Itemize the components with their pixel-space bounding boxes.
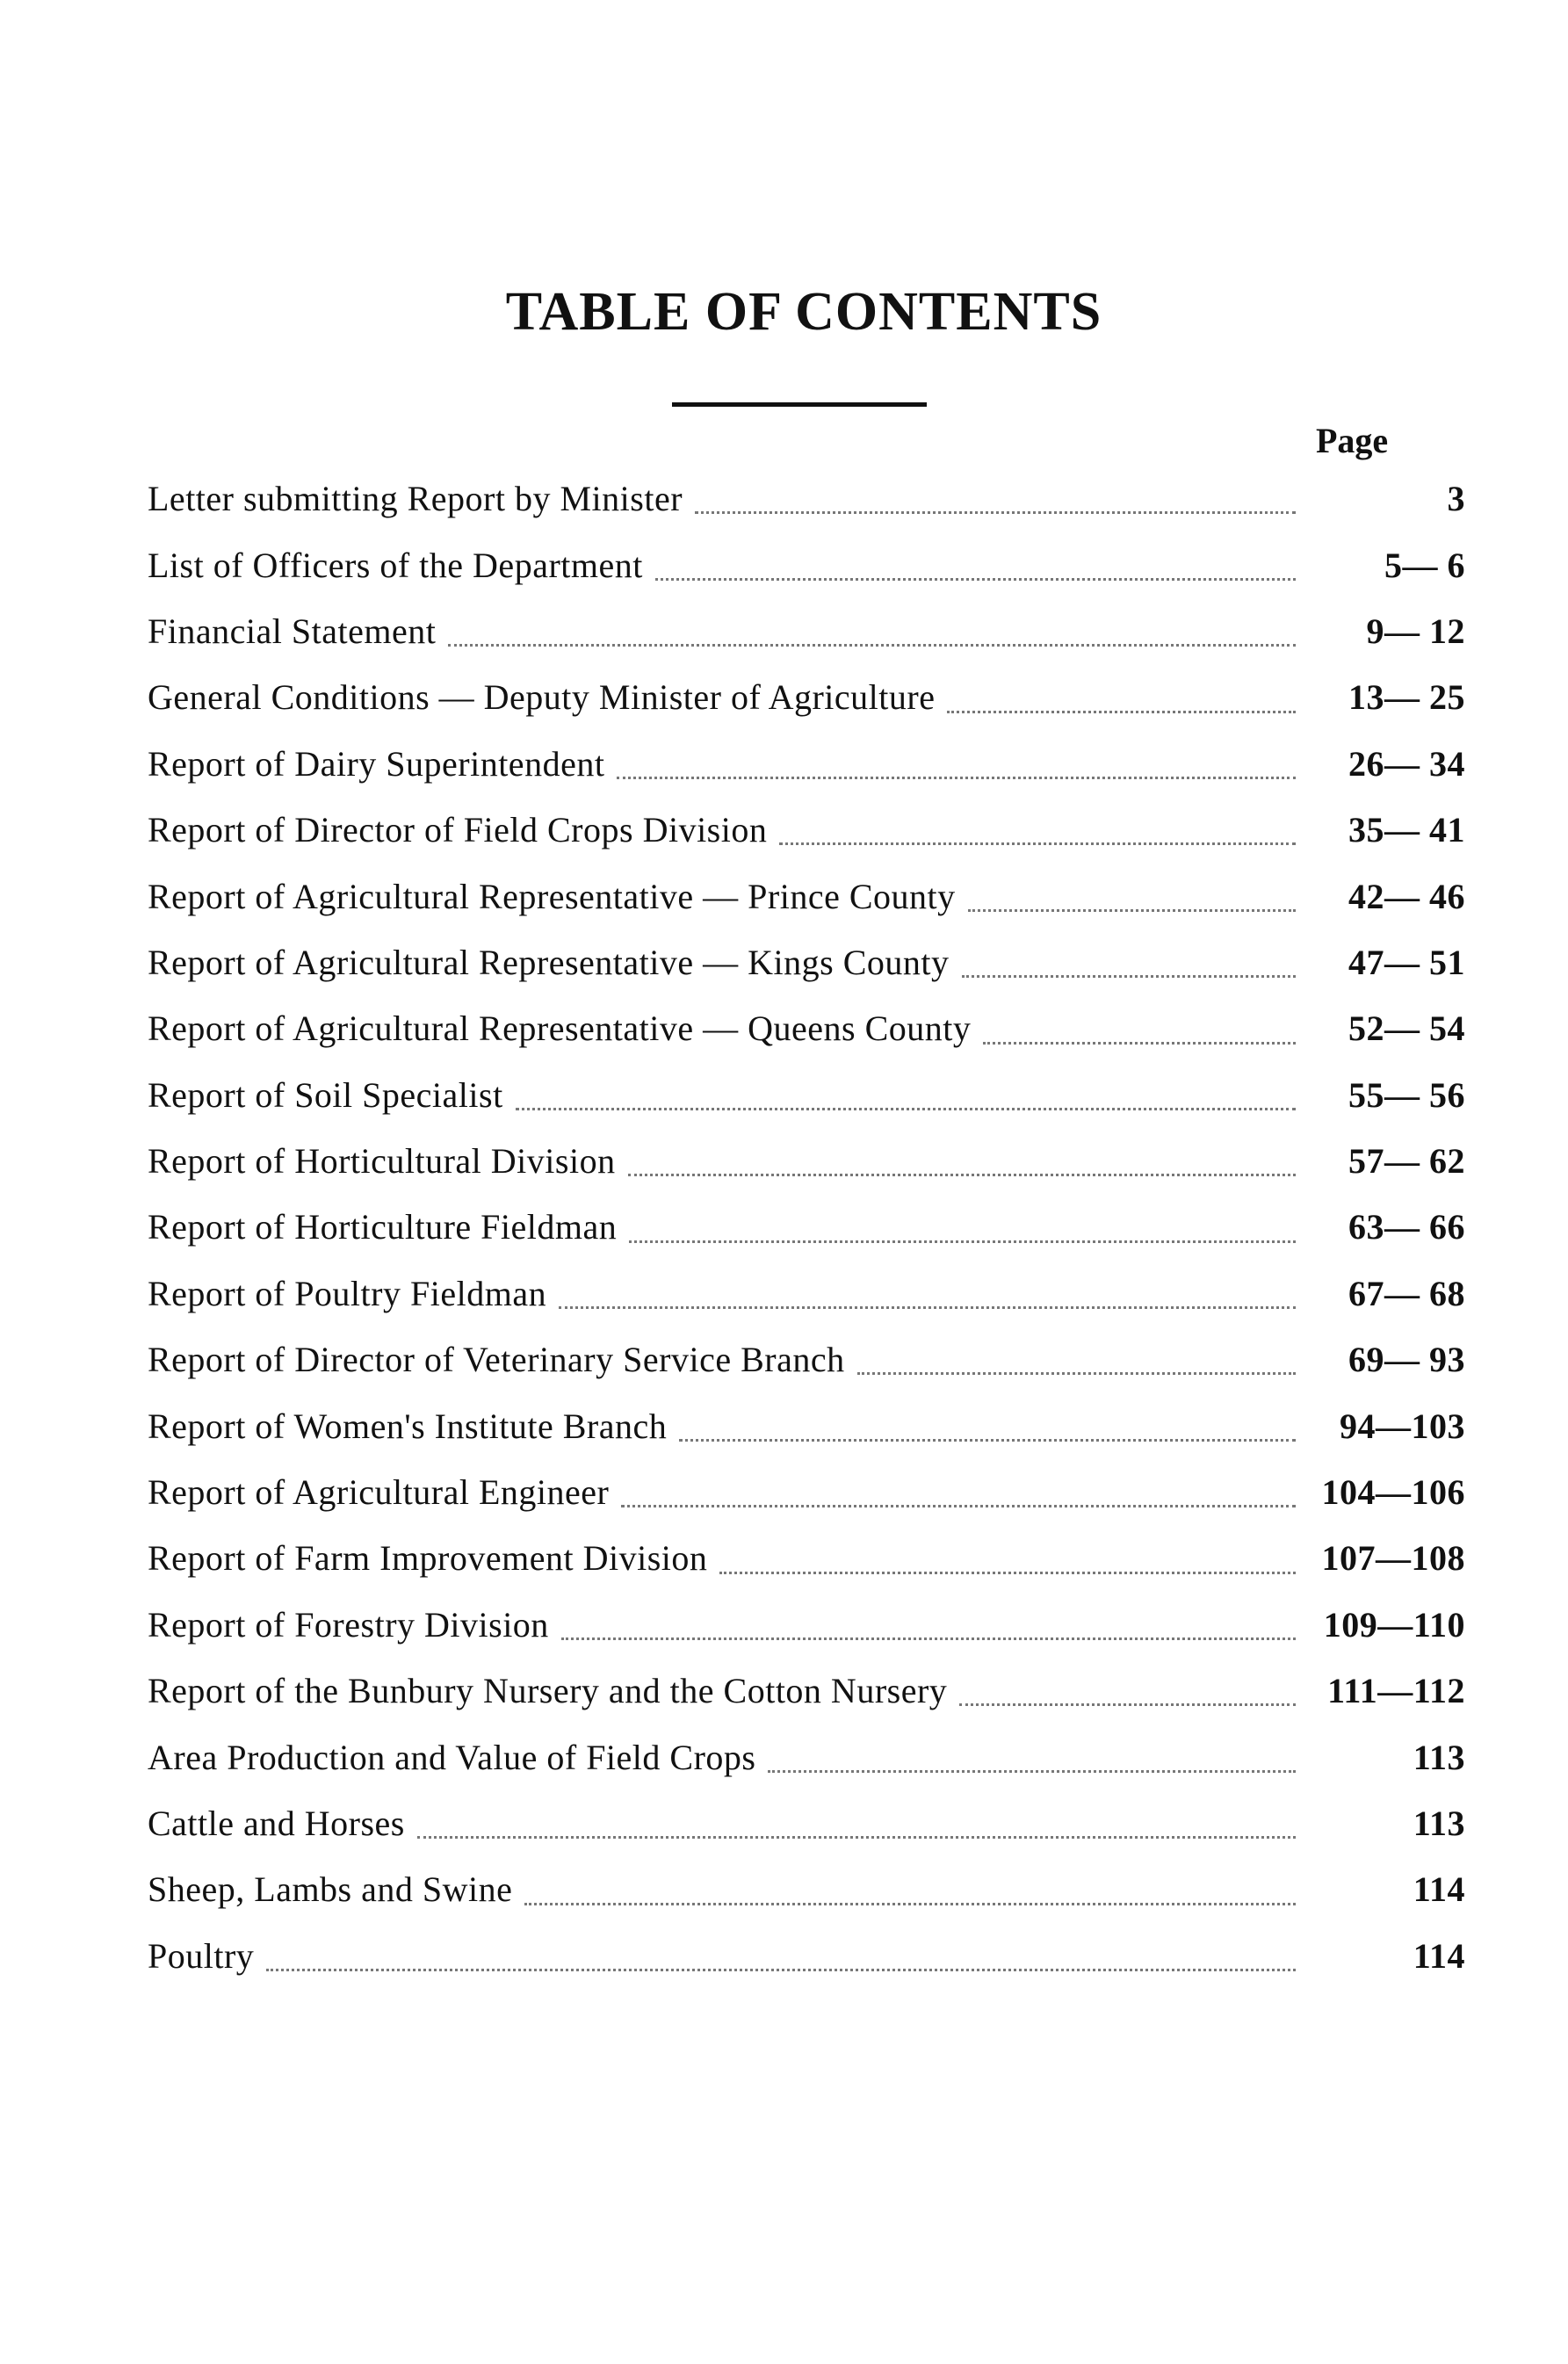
toc-entry (148, 1194, 1465, 1260)
toc-entry (148, 466, 1465, 531)
dot-leader (719, 1572, 1296, 1574)
toc-entry (148, 1658, 1465, 1724)
toc-entry-pages: 114 (1413, 1935, 1465, 1976)
toc-entry-pages: 67— 68 (1348, 1273, 1465, 1313)
toc-entry-pages: 13— 25 (1348, 677, 1465, 718)
toc-entry-label: Report of the Bunbury Nursery and the Cotton Nursery (148, 1671, 948, 1711)
toc-entry-pages: 5— 6 (1384, 545, 1465, 585)
dot-leader (779, 842, 1296, 845)
toc-entry (148, 929, 1465, 995)
toc-entry-pages: 42— 46 (1348, 876, 1465, 916)
dot-leader (629, 1240, 1296, 1243)
toc-entry-label: Report of Forestry Division (148, 1604, 549, 1645)
toc-entry-label: Financial Statement (148, 611, 437, 651)
toc-entry-label: Report of Agricultural Representative — Queens County (148, 1008, 972, 1049)
dot-leader (857, 1372, 1296, 1375)
toc-entry-label: General Conditions — Deputy Minister of Agriculture (148, 677, 936, 718)
dot-leader (266, 1969, 1296, 1971)
toc-entry-pages: 113 (1413, 1804, 1465, 1843)
dot-leader (621, 1505, 1296, 1507)
toc-entry-label: Cattle and Horses (148, 1804, 405, 1843)
dot-leader (559, 1306, 1296, 1309)
dot-leader (947, 711, 1296, 713)
toc-entry (148, 1724, 1465, 1789)
toc-entry-pages: 111—112 (1327, 1671, 1465, 1711)
dot-leader (524, 1903, 1296, 1905)
dot-leader (628, 1174, 1296, 1176)
toc-entry-label: Report of Director of Veterinary Service Branch (148, 1340, 845, 1380)
toc-entry-label: Report of Horticulture Fieldman (148, 1207, 618, 1247)
toc-entry-label: Report of Poultry Fieldman (148, 1273, 547, 1313)
dot-leader (968, 909, 1296, 912)
toc-entry-pages: 109—110 (1323, 1604, 1465, 1645)
toc-entry-pages: 107—108 (1321, 1538, 1465, 1579)
dot-leader (561, 1637, 1296, 1640)
toc-entry-label: Poultry (148, 1935, 255, 1976)
toc-entry (148, 1525, 1465, 1591)
toc-entry-pages: 52— 54 (1348, 1008, 1465, 1049)
toc-entry (148, 1392, 1465, 1458)
toc-entry-pages: 26— 34 (1348, 743, 1465, 784)
dot-leader (617, 777, 1296, 779)
dot-leader (695, 511, 1296, 514)
toc-entry (148, 1261, 1465, 1327)
toc-entry (148, 1856, 1465, 1922)
toc-entry-pages: 94—103 (1340, 1406, 1465, 1446)
toc-entry-label: Report of Director of Field Crops Division (148, 810, 768, 850)
toc-entry-pages: 57— 62 (1348, 1141, 1465, 1182)
toc-entry-pages: 113 (1413, 1737, 1465, 1777)
toc-entry-label: Report of Horticultural Division (148, 1141, 616, 1182)
toc-entry (148, 664, 1465, 730)
toc-entry (148, 863, 1465, 929)
toc-entry-label: List of Officers of the Department (148, 545, 643, 585)
toc-entry-pages: 9— 12 (1366, 611, 1465, 651)
toc-entry (148, 731, 1465, 797)
page-title: TABLE OF CONTENTS (505, 282, 1102, 342)
toc-entry-label: Report of Agricultural Representative — Kings County (148, 942, 950, 982)
toc-entry (148, 1459, 1465, 1525)
toc-entry-label: Letter submitting Report by Minister (148, 479, 683, 519)
toc-entry-label: Report of Soil Specialist (148, 1074, 503, 1115)
toc-entry (148, 1790, 1465, 1856)
toc-entry (148, 531, 1465, 597)
toc-entry-pages: 63— 66 (1348, 1207, 1465, 1247)
toc-entry-label: Report of Agricultural Engineer (148, 1472, 610, 1513)
dot-leader (516, 1108, 1296, 1110)
toc-entry (148, 1923, 1465, 1989)
dot-leader (962, 975, 1296, 978)
dot-leader (983, 1042, 1296, 1045)
toc-entry-label: Sheep, Lambs and Swine (148, 1869, 513, 1910)
toc-entry-label: Area Production and Value of Field Crops (148, 1737, 756, 1777)
dot-leader (655, 578, 1296, 581)
toc-entry-pages: 69— 93 (1348, 1340, 1465, 1380)
toc-entry (148, 598, 1465, 664)
toc-entry-pages: 47— 51 (1348, 942, 1465, 982)
toc-entry-pages: 35— 41 (1348, 810, 1465, 850)
title-rule (672, 402, 927, 407)
toc-entry-label: Report of Agricultural Representative — Prince County (148, 876, 956, 916)
toc-entry (148, 1128, 1465, 1194)
toc-entry-pages: 3 (1447, 479, 1465, 519)
table-of-contents (148, 466, 1465, 1989)
toc-entry-label: Report of Dairy Superintendent (148, 743, 605, 784)
dot-leader (417, 1836, 1296, 1839)
dot-leader (679, 1439, 1296, 1442)
toc-entry-label: Report of Women's Institute Branch (148, 1406, 668, 1446)
toc-entry-pages: 114 (1413, 1869, 1465, 1910)
dot-leader (448, 644, 1296, 647)
page-column-heading: Page (1316, 421, 1389, 460)
toc-entry (148, 1062, 1465, 1128)
dot-leader (768, 1770, 1296, 1773)
toc-entry (148, 1327, 1465, 1392)
dot-leader (959, 1703, 1296, 1706)
toc-entry-pages: 55— 56 (1348, 1074, 1465, 1115)
toc-entry (148, 797, 1465, 863)
toc-entry-label: Report of Farm Improvement Division (148, 1538, 708, 1579)
toc-entry (148, 995, 1465, 1061)
toc-entry (148, 1592, 1465, 1658)
toc-entry-pages: 104—106 (1321, 1472, 1465, 1513)
